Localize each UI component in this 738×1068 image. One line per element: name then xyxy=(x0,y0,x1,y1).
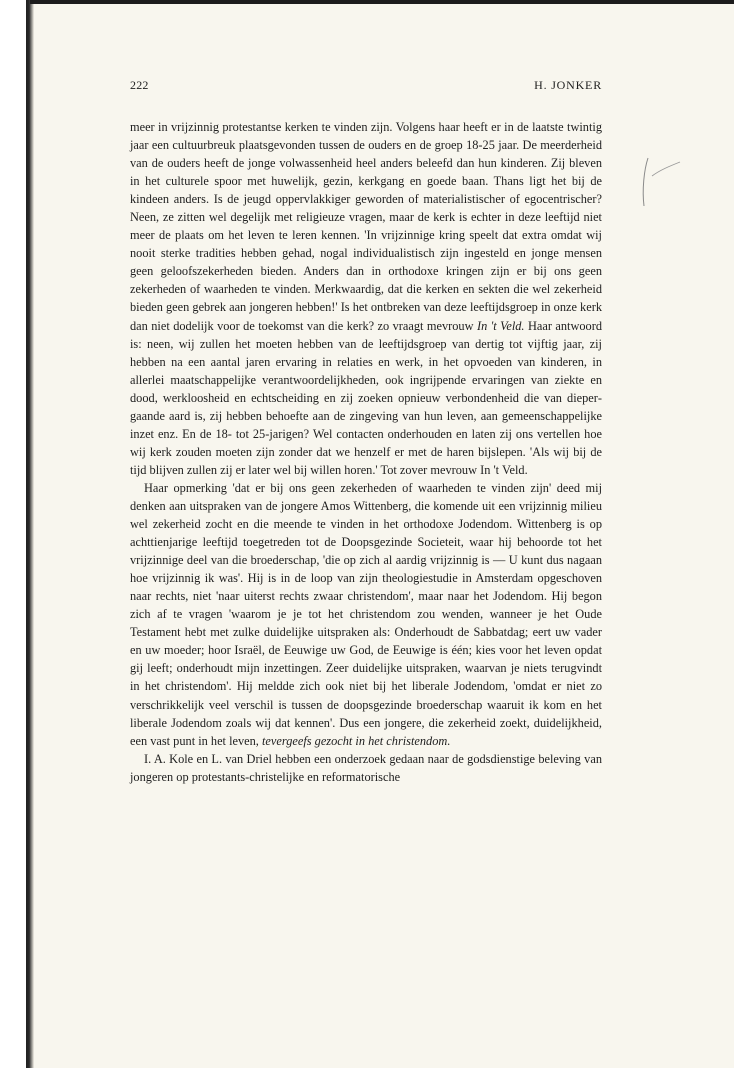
paragraph xyxy=(130,479,602,750)
running-head-author: H. JONKER xyxy=(534,78,602,92)
text-run: Haar opmerking 'dat er bij ons geen zekerheden of waarheden te vinden zijn' deed mij denken aan uitspraken van de jongere Amos Wittenberg, die komende uit een vrijzinnig milieu wel zekerheid zocht en die meende te vinden in het orthodoxe Jodendom. Wittenberg is op achttienjarige leeftijd toegetreden tot de Doopsgezinde Societeit, waar hij behoorde tot het vrijzinnige deel van die broederschap, 'die op zich al aardig vrijzinnig is — U kunt dus nagaan hoe vrijzinnig ik was'. Hij is in de loop van zijn theologiestudie in Amsterdam opgeschoven naar rechts, niet 'naar uiterst rechts zwaar christendom', maar naar het Jodendom. Hij begon zich af te vragen 'waarom je je tot het christendom zou wenden, wanneer je het Oude Testament hebt met zulke duidelijke uitspraken als: Onderhoudt de Sabbatdag; eert uw vader en uw moeder; hoor Israël, de Eeuwige uw God, de Eeuwige is één; kies voor het leven opdat gij leeft; onderhoudt mijn inzettingen. Zeer duidelijke uitspraken, waarvan je niets terugvindt in het christendom'. Hij meldde zich ook niet bij het liberale Jodendom, 'omdat er niet zo verschrikkelijk veel verschil is tussen de doopsgezinde broederschap waaruit ik kom en het liberale Jodendom zoals wij dat kennen'. Dus een jongere, die zekerheid zoekt, duidelijkheid, een vast punt in het leven, xyxy=(130,480,602,748)
text-run: I. A. Kole en L. van Driel hebben een onderzoek gedaan naar de godsdienstige beleving van jongeren op protestants-christelijke en reformatorische xyxy=(130,751,602,784)
text-run: Haar antwoord is: neen, wij zullen het moeten hebben van de leeftijdsgroep van dertig tot vijftig jaar, zij hebben na een aantal jaren ervaring in relaties en werk, in het opvoeden van kinderen, in allerlei maatschappelijke verantwoordelijkheden, ook ingrijpende ervaringen van ziekte en dood, werkloosheid en echtscheiding en zij zoeken opnieuw verbondenheid die van diepergaande aard is, zij hebben behoefte aan de zingeving van hun leven, aan gemeenschappelijke inzet enz. En de 18- tot 25-jarigen? Wel contacten onderhouden en laten zij ons vertellen hoe wij kerk zouden moeten zijn zonder dat we henzelf er met de haren bijslepen. 'Als wij bij de tijd blijven zullen zij er later wel bij willen horen.' Tot zover mevrouw In 't Veld. xyxy=(130,318,602,477)
scan-left-edge-shadow xyxy=(26,0,34,1068)
body-text xyxy=(130,118,602,786)
page-number: 222 xyxy=(130,78,149,92)
paragraph xyxy=(130,750,602,786)
text-run-italic: tevergeefs gezocht in het christendom. xyxy=(261,733,451,748)
text-run: meer in vrijzinnig protestantse kerken te vinden zijn. Volgens haar heeft er in de laatste twintig jaar een cultuurbreuk plaatsgevonden tussen de ouders en de groep 18-25 jaar. De meerderheid van de ouders heeft de jonge volwassenheid heel anders beleefd dan hun kinderen. Zij bleven in het culturele spoor met huwelijk, gezin, kerkgang en goede baan. Thans ligt het bij de kindeen anders. Is de jeugd oppervlakkiger geworden of materialistischer of egocentrischer? Neen, ze zitten wel degelijk met religieuze vragen, maar de kerk is echter in deze leeftijd niet meer de plaats om het leven te leren kennen. 'In vrijzinnige kring speelt dat extra omdat wij nooit sterke tradities hebben gehad, nogal individualistisch zijn ingesteld en jonge mensen geen geloofszekerheden bieden. Anders dan in orthodoxe kringen zijn er bij ons geen zekerheden of waarheden te vinden. Merkwaardig, dat die kerken en sekten die wel zekerheid bieden geen gebrek aan jongeren hebben!' Is het ontbreken van deze leeftijdsgroep in onze kerk dan niet dodelijk voor de toekomst van die kerk? zo vraagt mevrouw xyxy=(130,120,602,333)
pencil-margin-mark xyxy=(636,150,686,210)
text-run-italic: In 't Veld. xyxy=(476,318,525,333)
paragraph xyxy=(130,118,602,479)
